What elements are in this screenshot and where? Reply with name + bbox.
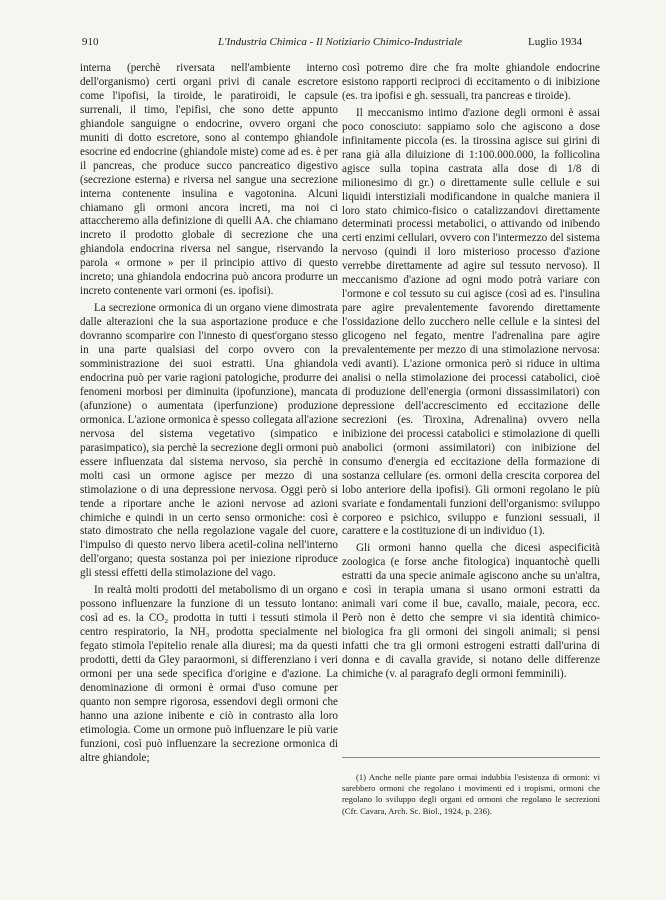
footnote <box>342 772 600 817</box>
issue-date: Luglio 1934 <box>528 36 583 48</box>
footnote-divider <box>342 757 600 758</box>
paragraph: così potremo dire che fra molte ghiandole endocrine esistono rapporti reciproci di eccitamento o di inibizione (es. tra ipofisi e gh. sessuali, tra pancreas e tiroide). <box>342 62 600 102</box>
left-column <box>80 62 338 766</box>
paragraph: In realtà molti prodotti del metabolismo di un organo possono influenzare la funzione di un tessuto lontano: così ad es. la CO₂ prodotta in tutti i tessuti stimola il centro respiratorio, la NH₃ prodotta specialmente nel fegato stimola l'epitelio renale alla diuresi; ma da questi prodotti, detti da Gley paraormoni, si differenziano i veri ormoni per una sede specifica d'origine e d'azione. La denominazione di ormoni è ormai d'uso comune per quanto non sempre rigorosa, essendovi degli ormoni che hanno una azione inibente e ciò in contrasto alla loro etimologia. Come un ormone può influenzare le più varie funzioni, così può influenzare la secrezione ormonica di altre ghiandole; <box>80 584 338 764</box>
page-number: 910 <box>82 36 99 48</box>
paragraph: La secrezione ormonica di un organo viene dimostrata dalle alterazioni che la sua asportazione produce e che dovranno scomparire con l'innesto di quest'organo stesso in una parte qualsiasi del corpo ovvero con la somministrazione dei suoi estratti. Una ghiandola endocrina può per varie ragioni patologiche, produrre dei fenomeni morbosi per diminuita (ipofunzione), mancata (afunzione) o aumentata (iperfunzione) produzione ormonica. L'azione ormonica è spesso collegata all'azione nervosa del sistema vegetativo (simpatico e parasimpatico), sia perchè la secrezione degli ormoni può essere influenzata dal sistema nervoso, sia perchè in molti casi un ormone agisce per mezzo di una stimolazione o di una depressione nervosa. Oggi però si tende a riportare anche le azioni nervose ad azioni chimiche e quindi in un certo senso ormoniche: così è stato dimostrato che nella regolazione vagale del cuore, l'impulso di questo nervo libera acetil-colina nell'interno dell'organo; questa sostanza poi per iniezione riproduce gli stessi effetti della stimolazione del vago. <box>80 302 338 580</box>
paragraph: Il meccanismo intimo d'azione degli ormoni è assai poco conosciuto: sappiamo solo che agiscono a dose infinitamente piccola (es. la tirossina agisce sui girini di rana già alla diluizione di 1:100.000.000, la follicolina agisce sulla topina castrata alla dose di 1/8 di milionesimo di gr.) o direttamente sulle cellule e sui liquidi interstiziali modificandone in qualche maniera il loro stato chimico-fisico o catalizzandovi direttamente determinati processi metabolici, o attivando od inibendo certi enzimi cellulari, ovvero con l'intermezzo del sistema nervoso (quindi il loro misterioso processo d'azione verrebbe direttamente ad agire sul tessuto nervoso). Il meccanismo d'azione ad ogni modo potrà variare con l'ormone e col tessuto su cui agisce (così ad es. l'insulina pare agire prevalentemente favorendo direttamente l'ossidazione dello zucchero nelle cellule e la sintesi del glicogeno nel fegato, mentre l'adrenalina pare agire prevalentemente per mezzo di una stimolazione nervosa: vedi avanti). L'azione ormonica però si riduce in ultima analisi o nella stimolazione dei processi catabolici, cioè di produzione dell'energia (ormoni dissassimilatori) con depressione dell'accrescimento ed eccitazione delle secrezioni (es. Tiroxina, Adrenalina) ovvero nella inibizione dei processi catabolici e stimolazione di quelli anabolici (ormoni assimilatori) con inibizione del consumo d'energia ed eccitazione della formazione di sostanza cellulare (es. ormoni della crescita corporea del lobo anteriore della ipofisi). Gli ormoni regolano le più svariate e fondamentali funzioni dell'organismo: sviluppo corporeo e psichico, sviluppo e funzioni sessuali, il carattere e la costituzione di un individuo (1). <box>342 106 600 538</box>
running-title: L'Industria Chimica - Il Notiziario Chimico-Industriale <box>218 36 463 48</box>
footnote-text: (1) Anche nelle piante pare ormai indubbia l'esistenza di ormoni: vi sarebbero ormoni che regolano i movimenti ed i tropismi, ormoni che regolano lo sviluppo degli organi ed ormoni che regolano le secrezioni (Cfr. Cavara, Arch. Sc. Biol., 1924, p. 236). <box>342 772 600 816</box>
right-column <box>342 62 600 682</box>
paragraph: interna (perchè riversata nell'ambiente interno dell'organismo) certi organi privi di canale escretore come l'ipofisi, la tiroide, le paratiroidi, le capsule surrenali, il timo, l'epifisi, che sono dette appunto ghiandole sanguigne o endocrine, ovvero organi che muniti di dotto escretore, sono al contempo ghiandole esocrine ed endocrine (ghiandole miste) come ad es. è per il pancreas, che produce succo pancreatico digestivo (secrezione esterna) e riversa nel sangue una secrezione interna contenente insulina e vagotonina. Alcuni chiamano gli ormoni ancora increti, ma noi ci attaccheremo alla definizione di quelli AA. che chiamano increto il prodotto globale di secrezione che una ghiandola endocrina riversa nel sangue, riservando la parola « ormone » per il principio attivo di questo increto; una ghiandola endocrina può ancora produrre un increto contenente vari ormoni (es. ipofisi). <box>80 62 338 298</box>
paragraph: Gli ormoni hanno quella che dicesi aspecificità zoologica (e forse anche fitologica) inquantochè quelli estratti da una specie animale agiscono anche su un'altra, e così in terapia umana si usano ormoni estratti da animali vari come il bue, cavallo, maiale, pecora, ecc. Però non è detto che sempre vi sia identità chimico-biologica fra gli ormoni dei singoli animali; si pensi infatti che tra gli ormoni estrogeni estratti dall'urina di donna e di cavalla gravide, si notano delle differenze chimiche (v. al paragrafo degli ormoni femminili). <box>342 542 600 680</box>
page-header <box>0 36 666 52</box>
